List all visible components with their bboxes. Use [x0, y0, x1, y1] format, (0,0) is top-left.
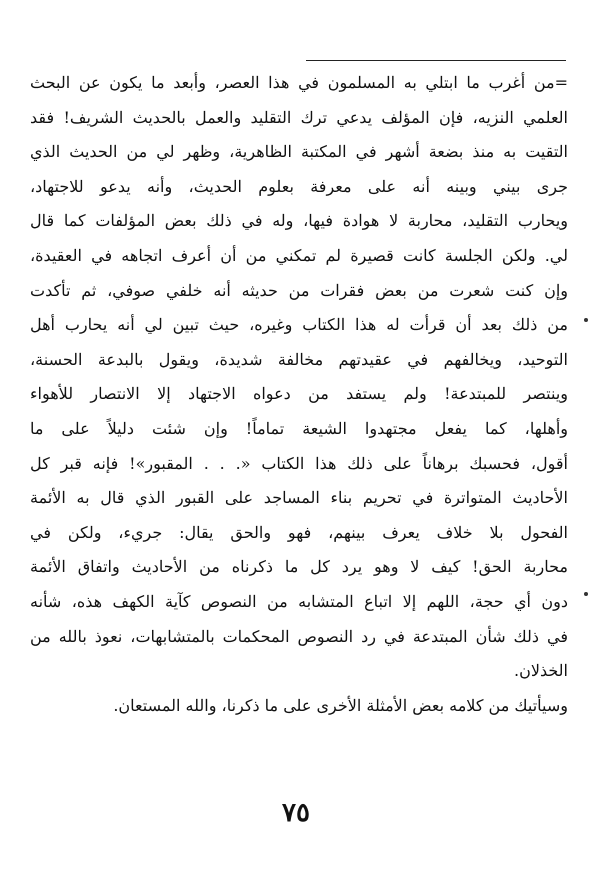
text-line: التقيت به منذ بضعة أشهر في المكتبة الظاهرية، وظهر لي من الحديث الذي: [30, 142, 568, 162]
text-line: في ذلك شأن المبتدعة في رد النصوص المحكمات بالمتشابهات، نعوذ بالله من: [30, 626, 568, 646]
text-line: =من أغرب ما ابتلي به المسلمون في هذا العصر، وأبعد ما يكون عن البحث: [30, 73, 568, 92]
text-line: ويحارب التقليد، محاربة لا هوادة فيها، وله في ذلك بعض المؤلفات كما قال: [30, 211, 568, 231]
text-line: العلمي النزيه، فإن المؤلف يدعي ترك التقليد والعمل بالحديث الشريف! فقد: [30, 107, 568, 127]
text-line: أقول، فحسبك برهاناً على ذلك هذا الكتاب «. . . المقبور»! فإنه قبر كل: [30, 453, 568, 473]
footnote-separator-rule: [306, 60, 566, 61]
margin-mark: [584, 318, 588, 322]
text-line: التوحيد، ويخالفهم في عقيدتهم مخالفة شديدة، ويقول بالبدعة الحسنة،: [30, 349, 568, 369]
page-number: ٧٥: [282, 798, 310, 828]
text-line: وسيأتيك من كلامه بعض الأمثلة الأخرى على ما ذكرنا، والله المستعان.: [113, 695, 568, 715]
margin-mark: [584, 592, 588, 596]
text-line: وإن كنت شعرت من بعض فقرات من حديثه أنه خلفي صوفي، ثم تأكدت: [30, 280, 568, 300]
text-line: جرى بيني وبينه أنه على معرفة بعلوم الحديث، وأنه يدعو للاجتهاد،: [30, 176, 568, 196]
text-line: لي. ولكن الجلسة كانت قصيرة لم تمكني من أن أعرف اتجاهه في العقيدة،: [30, 245, 568, 265]
text-line: من ذلك بعد أن قرأت له هذا الكتاب وغيره، حيث تبين لي أنه يحارب أهل: [30, 315, 568, 335]
text-line: الخذلان.: [513, 661, 568, 681]
text-line: دون أي حجة، اللهم إلا اتباع المتشابه من النصوص كآية الكهف هذه، شأنه: [30, 591, 568, 611]
text-line: الفحول بلا خلاف يعرف بينهم، فهو والحق يقال: جريء، ولكن في: [30, 522, 568, 542]
text-line: وينتصر للمبتدعة! ولم يستفد من دعواه الاجتهاد إلا الانتصار للأهواء: [30, 384, 568, 404]
footnote-text: [30, 66, 568, 723]
text-line: الأحاديث المتواترة في تحريم بناء المساجد على القبور الذي قال به الأئمة: [30, 488, 568, 508]
text-line: محاربة الحق! كيف لا وهو يرد كل ما ذكرناه من الأحاديث واتفاق الأئمة: [30, 557, 568, 577]
text-line: وأهلها، كما يفعل مجتهدوا الشيعة تماماً! وإن شئت دليلاً على ما: [30, 418, 568, 438]
